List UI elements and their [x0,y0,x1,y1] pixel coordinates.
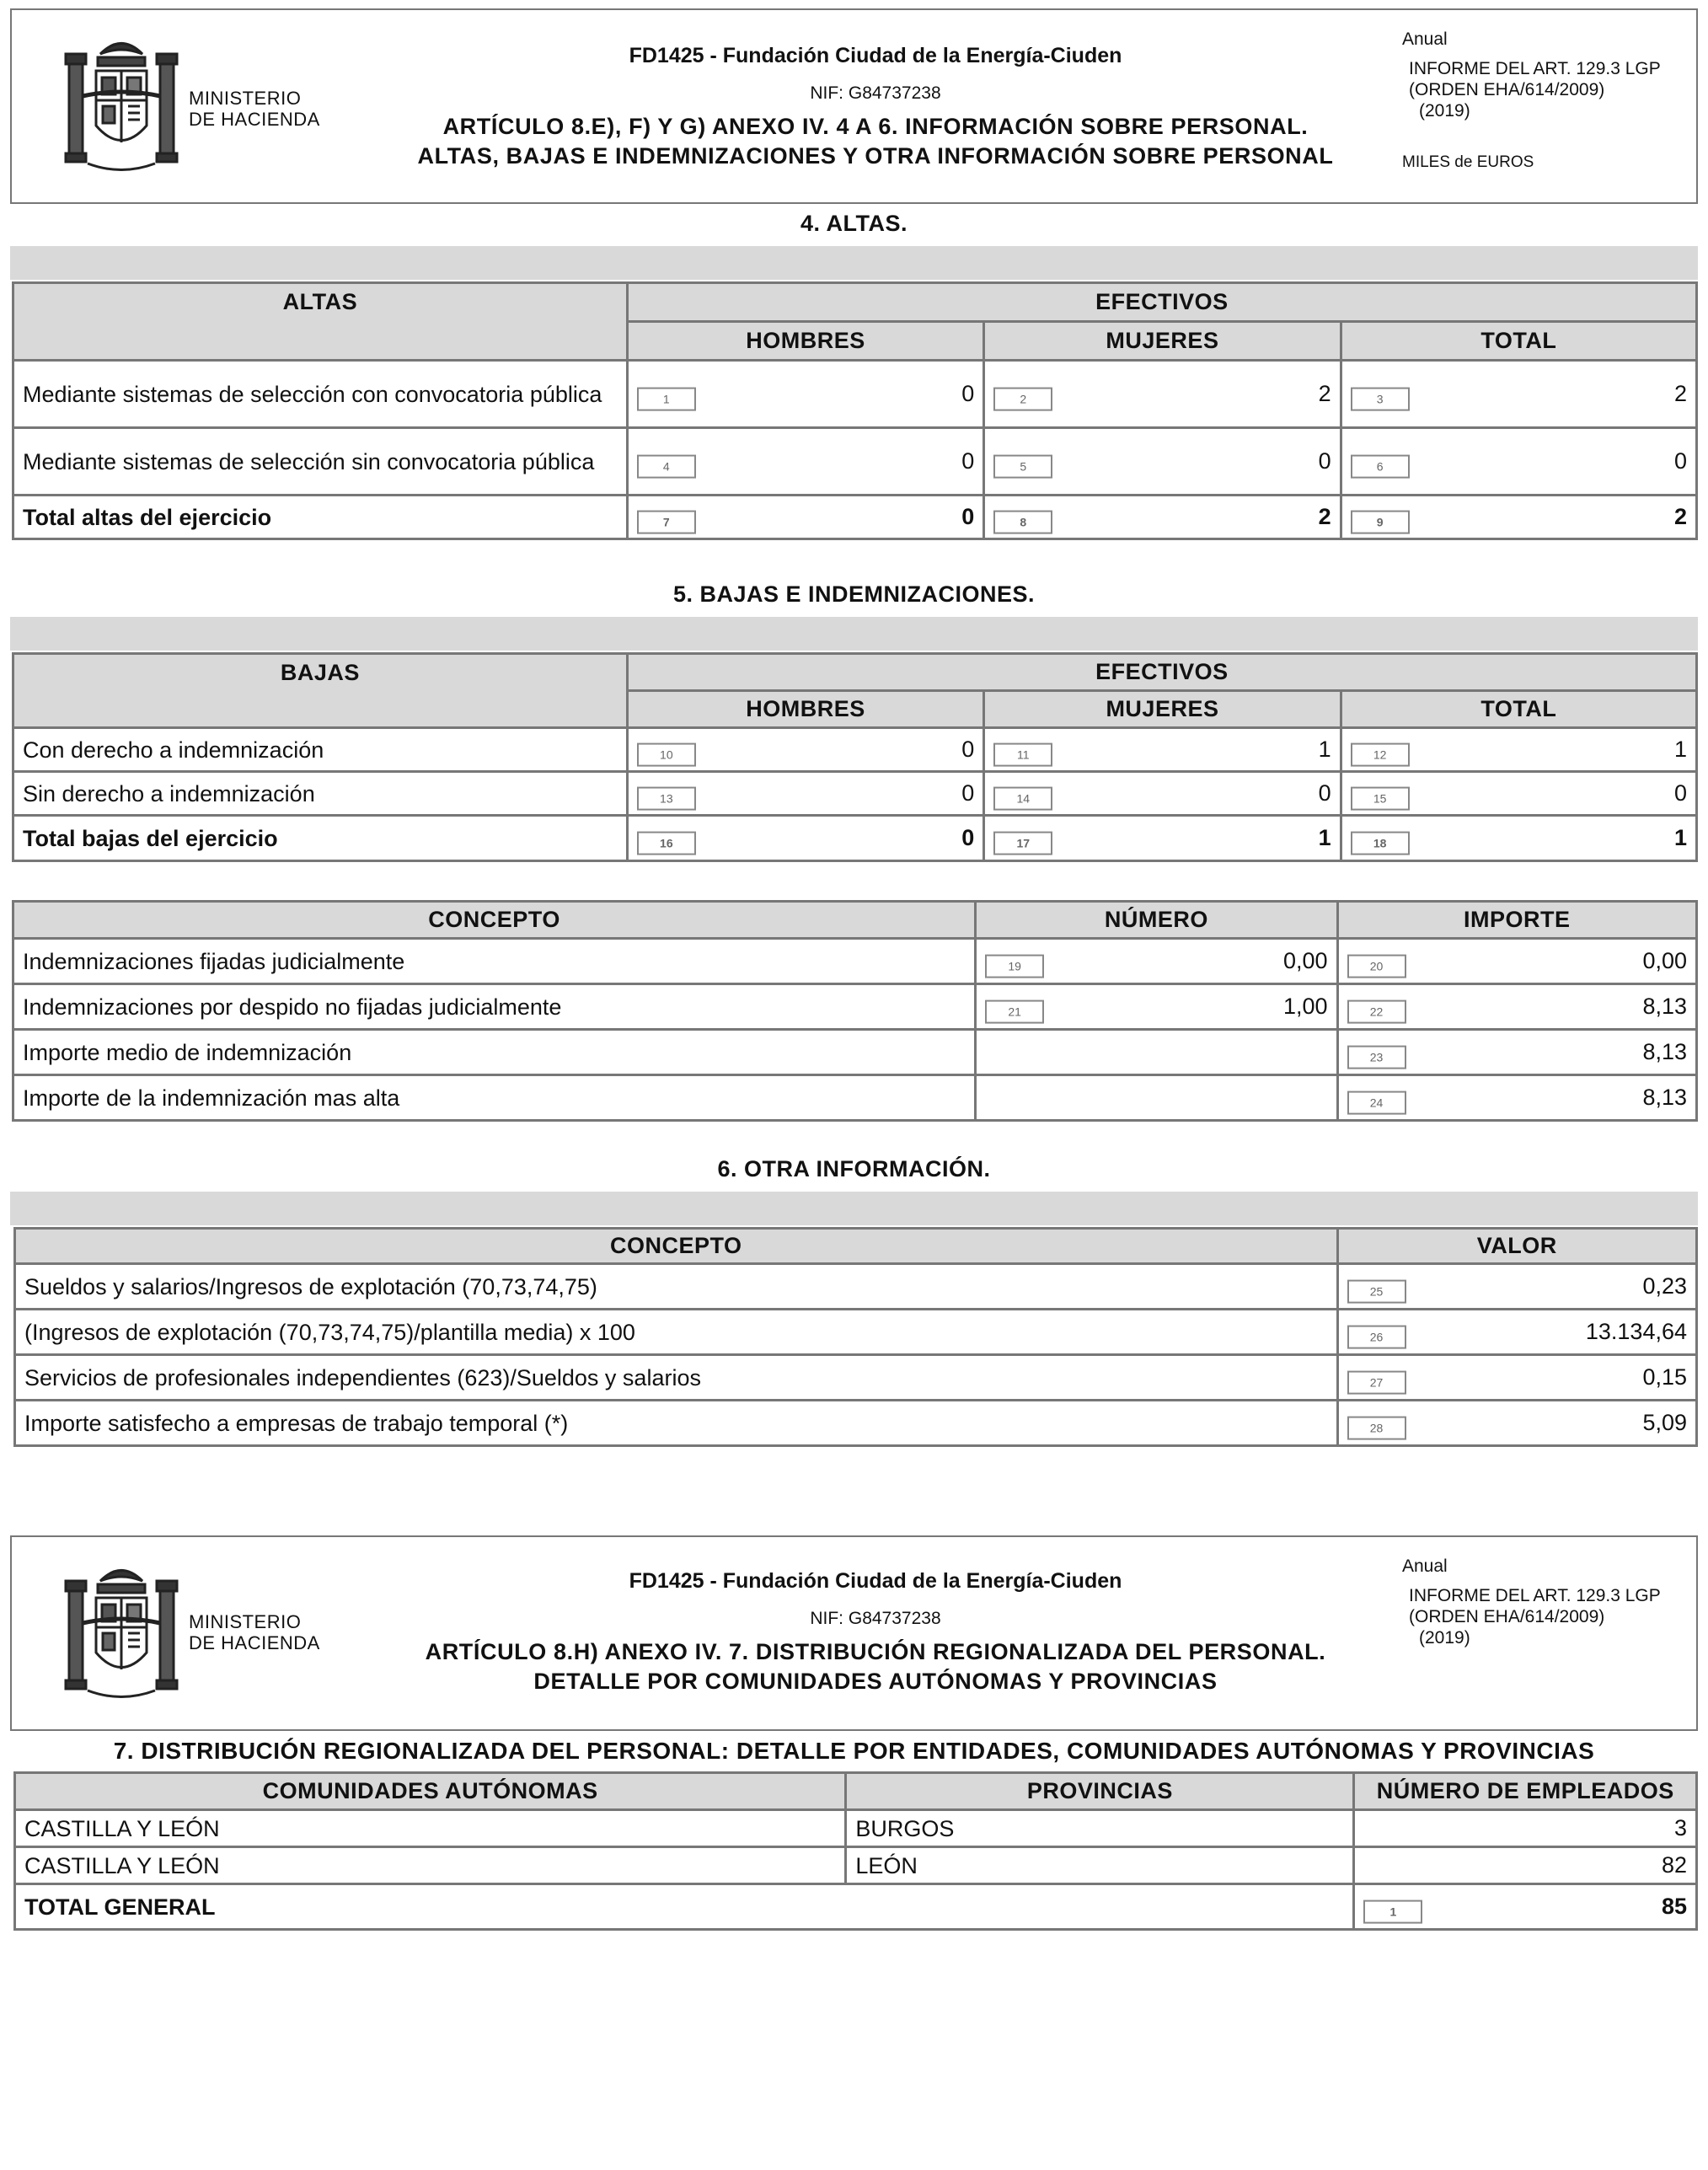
col-header-altas: ALTAS [13,283,628,361]
field-number-box: 7 [637,510,696,533]
report-title-line-1: ARTÍCULO 8.H) ANEXO IV. 7. DISTRIBUCIÓN REGIONALIZADA DEL PERSONAL. [425,1639,1326,1664]
ministry-name [189,1611,320,1653]
regional-table [13,1771,1698,1931]
table-row [13,772,1697,816]
col-header-bajas: BAJAS [13,654,628,728]
value-cell [984,428,1341,496]
report-title [315,1637,1436,1696]
cell-value: 2 [1318,381,1331,406]
report-ref-line-2: (ORDEN EHA/614/2009) [1409,1607,1605,1626]
cell-value: 1 [1318,737,1331,762]
header-center [315,1569,1436,1696]
report-title-line-2: ALTAS, BAJAS E INDEMNIZACIONES Y OTRA INFORMACIÓN SOBRE PERSONAL [417,143,1334,169]
report-title-line-1: ARTÍCULO 8.E), F) Y G) ANEXO IV. 4 A 6. INFORMACIÓN SOBRE PERSONAL. [442,114,1309,139]
table-row [15,1847,1697,1884]
field-number-box: 15 [1351,786,1410,810]
col-header-hombres: HOMBRES [627,691,983,728]
report-ref-line-1: INFORME DEL ART. 129.3 LGP [1409,1586,1661,1605]
cell-value: 8,13 [1642,1039,1687,1064]
row-label: Sin derecho a indemnización [13,772,628,816]
gray-band [10,617,1698,651]
table-row [15,1310,1697,1355]
gray-band [10,246,1698,280]
field-number-box: 19 [985,954,1044,978]
field-number-box: 28 [1347,1416,1406,1439]
value-cell [1341,816,1696,861]
cell-value: 1,00 [1282,994,1328,1019]
table-row [13,939,1697,984]
value-cell [1337,1264,1696,1310]
value-cell [976,939,1337,984]
cell-value: 0 [961,825,975,850]
report-title-line-2: DETALLE POR COMUNIDADES AUTÓNOMAS Y PROVINCIAS [533,1669,1218,1694]
units-label: MILES de EUROS [1402,153,1534,171]
entity-nif: NIF: G84737238 [810,83,941,103]
field-number-box: 6 [1351,454,1410,478]
section-title-otra: 6. OTRA INFORMACIÓN. [717,1156,991,1181]
bajas-table [12,652,1698,862]
col-header-provincias: PROVINCIAS [846,1773,1354,1810]
value-cell [1354,1884,1697,1930]
cell-value: 8,13 [1642,994,1687,1019]
value-cell [1341,772,1696,816]
cell-value: 0 [961,780,975,806]
col-header-num-empleados: NÚMERO DE EMPLEADOS [1354,1773,1697,1810]
field-number-box: 12 [1351,742,1410,766]
table-row [13,361,1697,428]
field-number-box: 8 [993,510,1052,533]
indemnizaciones-table [12,900,1698,1122]
field-number-box: 9 [1351,510,1410,533]
col-header-total: TOTAL [1341,691,1696,728]
row-label: Importe satisfecho a empresas de trabajo temporal (*) [15,1401,1338,1446]
col-header-mujeres: MUJERES [984,691,1341,728]
cell-value: 0 [961,504,975,529]
cell-value: 0,00 [1642,948,1687,973]
total-row [13,496,1697,539]
section-title-bajas: 5. BAJAS E INDEMNIZACIONES. [672,581,1036,607]
table-row [13,1030,1697,1075]
row-label: Sueldos y salarios/Ingresos de explotación (70,73,74,75) [15,1264,1338,1310]
value-cell [984,728,1341,772]
value-cell [627,772,983,816]
value-cell [976,984,1337,1030]
ministry-name [189,88,320,130]
cell-value: 1 [1673,825,1687,850]
cell-value: 2 [1673,504,1687,529]
field-number-box: 3 [1351,387,1410,410]
row-label: Con derecho a indemnización [13,728,628,772]
field-number-box: 14 [993,786,1052,810]
value-cell [627,728,983,772]
cell-value: 0 [1673,448,1687,474]
field-number-box: 24 [1347,1090,1406,1114]
field-number-box: 4 [637,454,696,478]
table-row [15,1810,1697,1847]
altas-table [12,281,1698,540]
cell-value: 2 [1318,504,1331,529]
report-ref-line-2: (ORDEN EHA/614/2009) [1409,80,1605,99]
row-label: Importe de la indemnización mas alta [13,1075,976,1121]
col-header-hombres: HOMBRES [627,322,983,361]
cell-value: 0 [961,737,975,762]
value-cell [1337,984,1696,1030]
field-number-box: 16 [637,831,696,855]
field-number-box: 13 [637,786,696,810]
value-cell [1341,728,1696,772]
period-label: Anual [1402,1557,1448,1576]
value-cell [984,772,1341,816]
value-cell [1341,361,1696,428]
cell-value: 0 [961,381,975,406]
value-cell [984,496,1341,539]
cell-value: 0,23 [1642,1273,1687,1299]
ccaa-cell: CASTILLA Y LEÓN [15,1810,846,1847]
gray-band [10,1192,1698,1225]
report-ref-line-3: (2019) [1419,101,1470,121]
cell-value: 5,09 [1642,1410,1687,1435]
report-header-1 [10,8,1698,204]
row-label: Mediante sistemas de selección con convocatoria pública [13,361,628,428]
field-number-box: 18 [1351,831,1410,855]
report-title [315,112,1436,171]
field-number-box: 17 [993,831,1052,855]
header-center [315,44,1436,171]
provincia-cell: LEÓN [846,1847,1354,1884]
row-label: Importe medio de indemnización [13,1030,976,1075]
cell-value: 0,00 [1282,948,1328,973]
ministry-line-2: DE HACIENDA [189,1632,320,1653]
header-right [1402,29,1661,173]
col-header-efectivos: EFECTIVOS [627,654,1696,691]
field-number-box: 2 [993,387,1052,410]
value-cell [1341,496,1696,539]
value-cell [1341,428,1696,496]
cell-value: 0 [961,448,975,474]
value-cell [984,816,1341,861]
col-header-concepto: CONCEPTO [13,902,976,939]
value-cell [627,496,983,539]
ministry-line-1: MINISTERIO [189,88,302,109]
cell-value: 0,15 [1642,1364,1687,1390]
row-label: Total altas del ejercicio [13,496,628,539]
cell-value: 2 [1673,381,1687,406]
empty-cell [976,1075,1337,1121]
value-cell [1337,1401,1696,1446]
table-row [13,728,1697,772]
report-ref-line-1: INFORME DEL ART. 129.3 LGP [1409,59,1661,78]
ministry-line-1: MINISTERIO [189,1611,302,1632]
section-title-altas: 4. ALTAS. [800,211,908,236]
entity-name: FD1425 - Fundación Ciudad de la Energía-Ciuden [629,1569,1122,1593]
field-number-box: 23 [1347,1045,1406,1069]
field-number-box: 27 [1347,1370,1406,1394]
coat-of-arms-icon [62,29,180,180]
value-cell [627,816,983,861]
total-row [15,1884,1697,1930]
header-right [1402,1556,1661,1648]
row-label: Servicios de profesionales independientes (623)/Sueldos y salarios [15,1355,1338,1401]
cell-value: 3 [1354,1810,1697,1847]
cell-value: 0 [1673,780,1687,806]
row-label: Mediante sistemas de selección sin convocatoria pública [13,428,628,496]
row-label: Indemnizaciones por despido no fijadas judicialmente [13,984,976,1030]
cell-value: 82 [1354,1847,1697,1884]
otra-informacion-table [13,1227,1698,1447]
col-header-importe: IMPORTE [1337,902,1696,939]
value-cell [1337,939,1696,984]
row-label: (Ingresos de explotación (70,73,74,75)/plantilla media) x 100 [15,1310,1338,1355]
value-cell [627,361,983,428]
col-header-efectivos: EFECTIVOS [627,283,1696,322]
table-row [15,1355,1697,1401]
empty-cell [976,1030,1337,1075]
period-label: Anual [1402,29,1448,49]
table-row [13,1075,1697,1121]
field-number-box: 25 [1347,1279,1406,1303]
cell-value: 85 [1661,1894,1687,1919]
value-cell [1337,1030,1696,1075]
field-number-box: 11 [993,742,1052,766]
provincia-cell: BURGOS [846,1810,1354,1847]
col-header-valor: VALOR [1337,1229,1696,1264]
ccaa-cell: CASTILLA Y LEÓN [15,1847,846,1884]
col-header-ccaa: COMUNIDADES AUTÓNOMAS [15,1773,846,1810]
report-header-2 [10,1535,1698,1731]
section-title-regional: 7. DISTRIBUCIÓN REGIONALIZADA DEL PERSONAL: DETALLE POR ENTIDADES, COMUNIDADES AUTÓNOMAS Y PROVINCIAS [113,1738,1595,1764]
field-number-box: 21 [985,999,1044,1023]
field-number-box: 10 [637,742,696,766]
field-number-box: 1 [1363,1899,1422,1923]
field-number-box: 20 [1347,954,1406,978]
cell-value: 0 [1318,780,1331,806]
cell-value: 1 [1318,825,1331,850]
col-header-concepto: CONCEPTO [15,1229,1338,1264]
col-header-numero: NÚMERO [976,902,1337,939]
table-row [15,1264,1697,1310]
row-label: Total bajas del ejercicio [13,816,628,861]
report-ref-line-3: (2019) [1419,1628,1470,1648]
cell-value: 8,13 [1642,1085,1687,1110]
table-row [13,984,1697,1030]
table-row [13,428,1697,496]
col-header-mujeres: MUJERES [984,322,1341,361]
value-cell [984,361,1341,428]
total-row [13,816,1697,861]
entity-nif: NIF: G84737238 [810,1609,941,1628]
ministry-line-2: DE HACIENDA [189,109,320,130]
table-row [15,1401,1697,1446]
row-label: Indemnizaciones fijadas judicialmente [13,939,976,984]
field-number-box: 26 [1347,1325,1406,1348]
value-cell [627,428,983,496]
field-number-box: 1 [637,387,696,410]
cell-value: 1 [1673,737,1687,762]
coat-of-arms-icon [62,1556,180,1707]
value-cell [1337,1075,1696,1121]
cell-value: 0 [1318,448,1331,474]
col-header-total: TOTAL [1341,322,1696,361]
field-number-box: 5 [993,454,1052,478]
value-cell [1337,1355,1696,1401]
cell-value: 13.134,64 [1585,1319,1687,1344]
entity-name: FD1425 - Fundación Ciudad de la Energía-Ciuden [629,44,1122,67]
field-number-box: 22 [1347,999,1406,1023]
value-cell [1337,1310,1696,1355]
total-label: TOTAL GENERAL [15,1884,1354,1930]
